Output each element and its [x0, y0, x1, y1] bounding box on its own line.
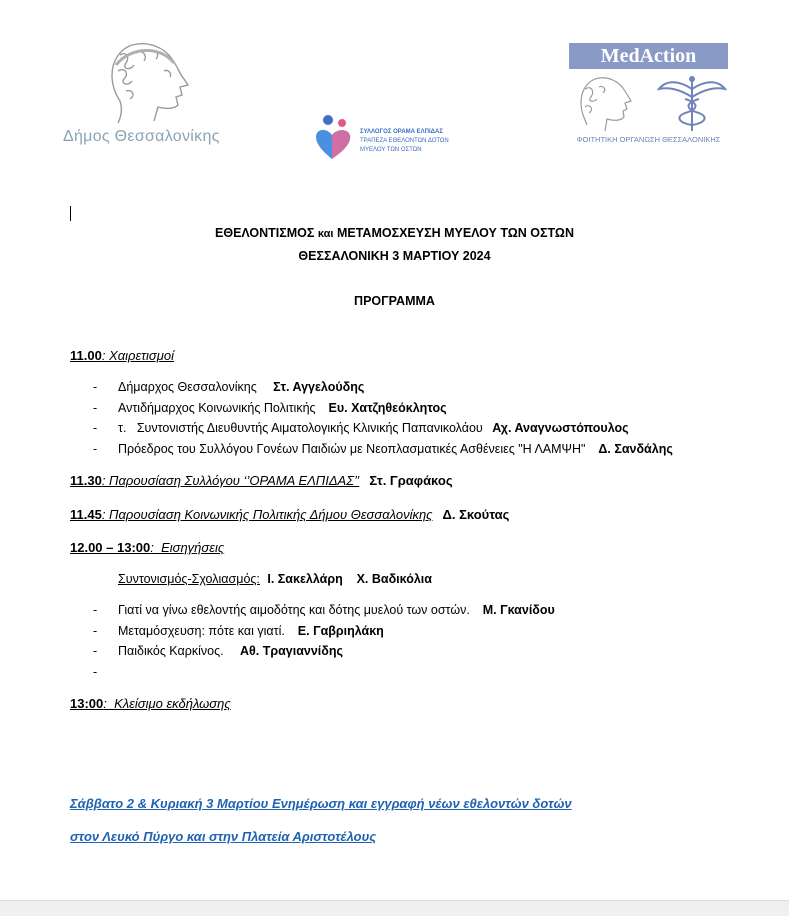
- item-text: Παιδικός Καρκίνος.: [118, 644, 234, 658]
- item-text: Αντιδήμαρχος Κοινωνικής Πολιτικής: [118, 401, 323, 415]
- list-item: [93, 665, 124, 679]
- item-speaker: Αθ. Τραγιαννίδης: [239, 644, 343, 658]
- list-dash: -: [93, 665, 98, 679]
- coordination-label: Συντονισμός-Σχολιασμός:: [118, 572, 260, 586]
- program-heading: ΠΡΟΓΡΑΜΜΑ: [354, 294, 435, 308]
- orama-time: 11.30: [70, 473, 102, 488]
- list-item: [93, 401, 447, 415]
- list-item: [93, 644, 343, 658]
- list-item: [93, 624, 384, 638]
- item-text: Μεταμόσχευση: πότε και γιατί.: [118, 624, 292, 638]
- list-item: [93, 421, 629, 435]
- list-dash: -: [93, 624, 98, 638]
- title-part-3: ΜΕΤΑΜΟΣΧΕΥΣΗ ΜΥΕΛΟΥ ΤΩΝ ΟΣΤΩΝ: [333, 226, 574, 240]
- orama-title: : Παρουσίαση Συλλόγου ‘’ΟΡΑΜΑ ΕΛΠΙΔΑΣ’’: [101, 473, 360, 488]
- event-title: [0, 226, 789, 240]
- section-social-policy: [70, 507, 509, 522]
- list-dash: -: [93, 380, 98, 394]
- talks-time: 12.00 – 13:00: [70, 540, 151, 555]
- heart-hands-icon: [312, 113, 356, 161]
- list-item: [93, 380, 364, 394]
- item-speaker: Στ. Αγγελούδης: [273, 380, 365, 394]
- registration-line-2: στον Λευκό Πύργο και στην Πλατεία Αριστοτέλους: [70, 829, 377, 844]
- section-closing: [70, 696, 231, 711]
- item-text: τ. Συντονιστής Διευθυντής Αιματολογικής Κλινικής Παπανικολάου: [118, 421, 487, 435]
- coordination-line: [118, 572, 432, 586]
- coordination-names: Ι. Σακελλάρη Χ. Βαδικόλια: [267, 572, 432, 586]
- list-dash: -: [93, 421, 98, 435]
- list-dash: -: [93, 442, 98, 456]
- caduceus-icon: [657, 75, 727, 133]
- item-text: Δήμαρχος Θεσσαλονίκης: [118, 380, 268, 394]
- closing-time: 13:00: [70, 696, 104, 711]
- item-speaker: Μ. Γκανίδου: [482, 603, 555, 617]
- event-date: ΘΕΣΣΑΛΟΝΙΚΗ 3 ΜΑΡΤΙΟΥ 2024: [298, 249, 491, 263]
- list-dash: -: [93, 644, 98, 658]
- registration-line-1: Σάββατο 2 & Κυριακή 3 Μαρτίου Ενημέρωση και εγγραφή νέων εθελοντών δοτών: [70, 796, 572, 811]
- item-speaker: Αχ. Αναγνωστόπουλος: [492, 421, 629, 435]
- orama-elpidas-logo: [312, 113, 462, 163]
- item-speaker: Ε. Γαβριηλάκη: [297, 624, 384, 638]
- section-talks: [70, 540, 224, 555]
- section-greetings: [70, 348, 174, 363]
- orama-speaker: Στ. Γραφάκος: [369, 473, 453, 488]
- dimos-thessalonikis-logo: [60, 35, 240, 155]
- item-text: Πρόεδρος του Συλλόγου Γονέων Παιδιών με Νεοπλασματικές Ασθένειες "Η ΛΑΜΨΗ": [118, 442, 593, 456]
- social-title: : Παρουσίαση Κοινωνικής Πολιτικής Δήμου Θεσσαλονίκης: [101, 507, 433, 522]
- item-speaker: Ευ. Χατζηθεόκλητος: [328, 401, 447, 415]
- item-text: Γιατί να γίνω εθελοντής αιμοδότης και δότης μυελού των οστών.: [118, 603, 477, 617]
- item-speaker: Δ. Σανδάλης: [598, 442, 673, 456]
- list-dash: -: [93, 401, 98, 415]
- window-bottom-bar: [0, 900, 789, 916]
- medaction-logo: [569, 43, 728, 153]
- title-part-2: και: [317, 228, 334, 240]
- dimos-logo-text: Δήμος Θεσσαλονίκης: [63, 128, 220, 145]
- greetings-time: 11.00: [70, 348, 102, 363]
- orama-line-2: ΤΡΑΠΕΖΑ ΕΘΕΛΟΝΤΩΝ ΔΟΤΩΝ: [360, 138, 449, 144]
- title-part-1: ΕΘΕΛΟΝΤΙΣΜΟΣ: [215, 226, 318, 240]
- greetings-title: : Χαιρετισμοί: [101, 348, 175, 363]
- medaction-head-icon: [569, 73, 649, 135]
- social-speaker: Δ. Σκούτας: [442, 507, 510, 522]
- text-cursor: [70, 206, 71, 221]
- list-dash: -: [93, 603, 98, 617]
- alexander-head-icon: [60, 35, 240, 130]
- list-item: [93, 603, 555, 617]
- list-item: [93, 442, 673, 456]
- orama-line-3: ΜΥΕΛΟΥ ΤΩΝ ΟΣΤΩΝ: [360, 147, 422, 153]
- section-orama: [70, 473, 453, 488]
- closing-title: : Κλείσιμο εκδήλωσης: [103, 696, 231, 711]
- social-time: 11.45: [70, 507, 102, 522]
- medaction-subtitle: ΦΟΙΤΗΤΙΚΗ ΟΡΓΑΝΩΣΗ ΘΕΣΣΑΛΟΝΙΚΗΣ: [576, 135, 721, 144]
- medaction-title: MedAction: [569, 43, 728, 69]
- orama-line-1: ΣΥΛΛΟΓΟΣ ΟΡΑΜΑ ΕΛΠΙΔΑΣ: [360, 129, 443, 135]
- talks-title: : Εισηγήσεις: [150, 540, 225, 555]
